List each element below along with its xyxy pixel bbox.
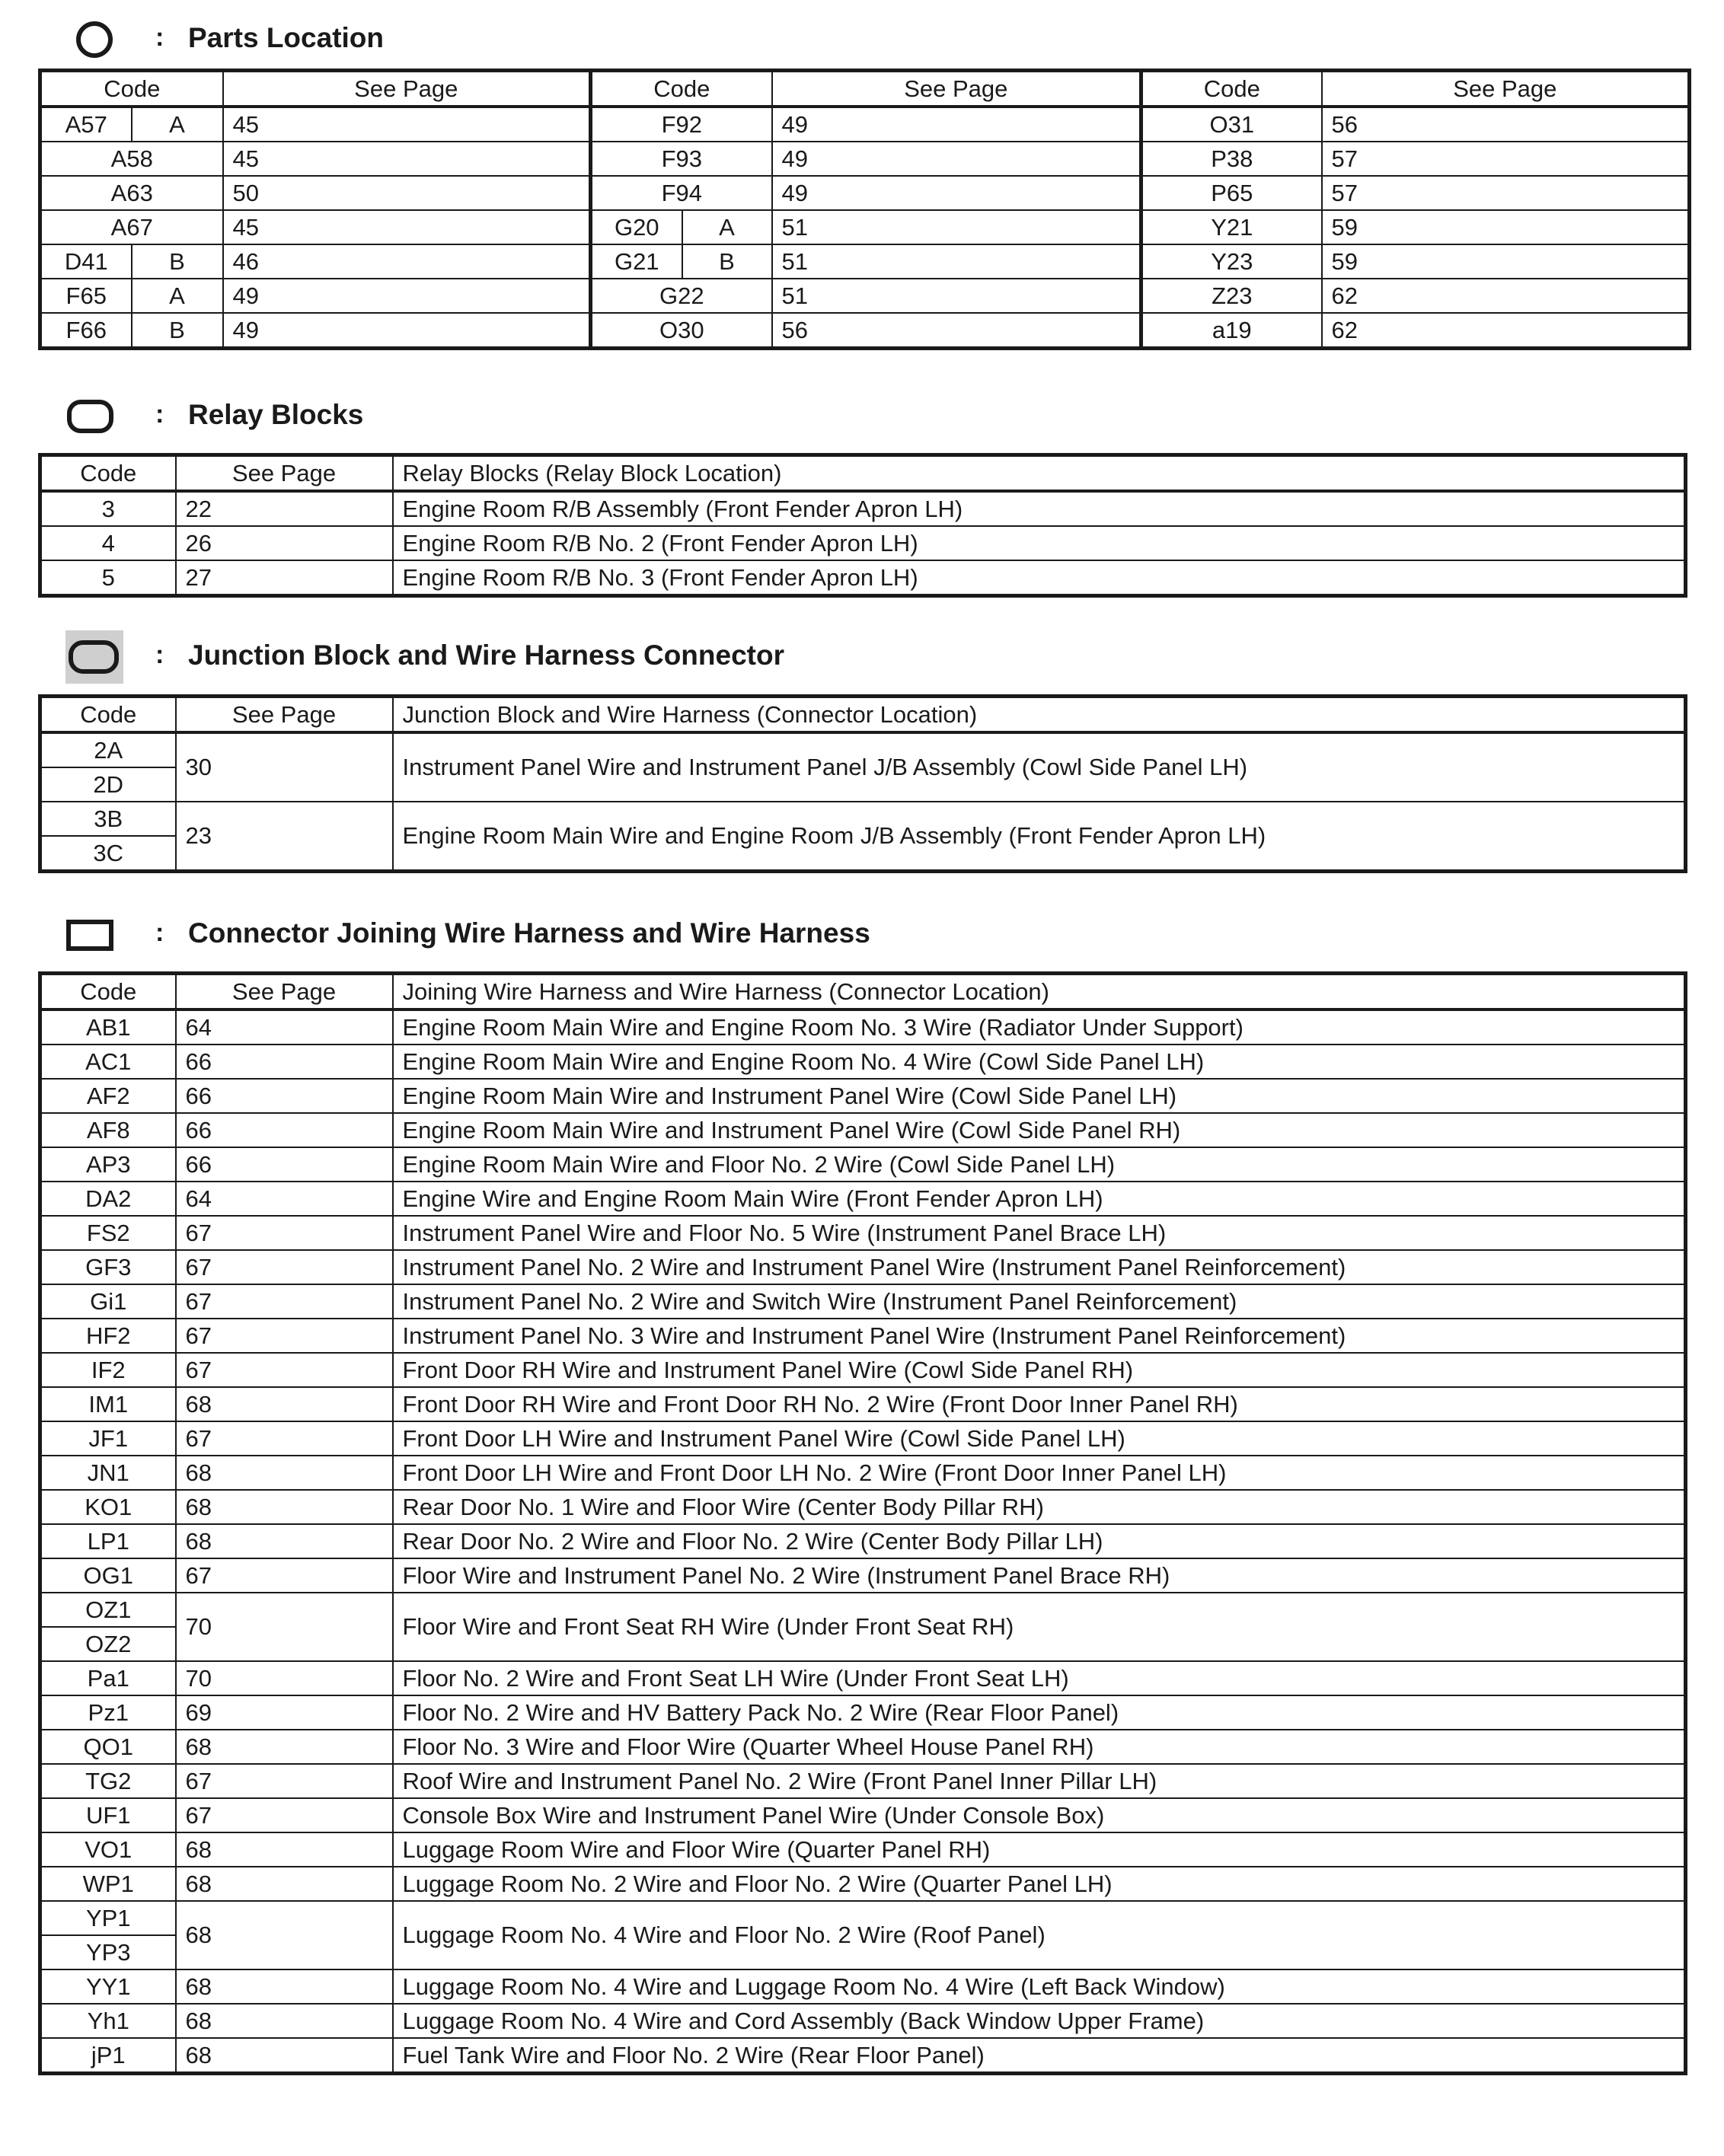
relay-blocks-table	[38, 453, 1687, 598]
part-see-page: 49	[772, 107, 1141, 142]
part-code: Z23	[1141, 279, 1322, 313]
row-description: Floor No. 3 Wire and Floor Wire (Quarter Wheel House Panel RH)	[393, 1730, 1686, 1764]
table-row	[40, 1284, 1686, 1319]
row-see-page: 68	[176, 1969, 393, 2004]
table-row	[40, 244, 1690, 279]
code-header: Code	[40, 455, 176, 492]
table-row	[40, 491, 1686, 526]
table-row	[40, 279, 1690, 313]
row-see-page: 66	[176, 1079, 393, 1113]
see-page-header: See Page	[772, 71, 1141, 107]
part-sub-code: B	[682, 244, 772, 279]
table-row	[40, 1113, 1686, 1147]
part-code: G21	[591, 244, 682, 279]
table-row	[40, 1695, 1686, 1730]
row-description: Luggage Room No. 4 Wire and Floor No. 2 Wire (Roof Panel)	[393, 1901, 1686, 1969]
table-row	[40, 1182, 1686, 1216]
table-row	[40, 732, 1686, 767]
part-see-page: 56	[1322, 107, 1690, 142]
row-code: WP1	[40, 1867, 176, 1901]
part-code: F93	[591, 142, 772, 176]
table-row	[40, 313, 1690, 349]
part-see-page: 56	[772, 313, 1141, 349]
section-title: Relay Blocks	[188, 399, 364, 430]
row-code: YP3	[40, 1935, 176, 1969]
part-code: F65	[40, 279, 132, 313]
part-see-page: 49	[772, 176, 1141, 210]
row-code: FS2	[40, 1216, 176, 1250]
row-description: Front Door RH Wire and Instrument Panel Wire (Cowl Side Panel RH)	[393, 1353, 1686, 1387]
row-see-page: 67	[176, 1319, 393, 1353]
table-row	[40, 210, 1690, 244]
row-description: Engine Room Main Wire and Floor No. 2 Wire (Cowl Side Panel LH)	[393, 1147, 1686, 1182]
part-see-page: 57	[1322, 176, 1690, 210]
row-code: Gi1	[40, 1284, 176, 1319]
table-row	[40, 1558, 1686, 1593]
row-code: GF3	[40, 1250, 176, 1284]
part-code: G20	[591, 210, 682, 244]
row-see-page: 68	[176, 1901, 393, 1969]
part-see-page: 45	[223, 107, 591, 142]
table-row	[40, 1353, 1686, 1387]
row-code: HF2	[40, 1319, 176, 1353]
description-header: Relay Blocks (Relay Block Location)	[393, 455, 1686, 492]
table-row	[40, 560, 1686, 596]
table-row	[40, 1387, 1686, 1421]
row-code: 2A	[40, 732, 176, 767]
section-title: Parts Location	[188, 22, 384, 53]
part-code: a19	[1141, 313, 1322, 349]
table-row	[40, 1969, 1686, 2004]
table-row	[40, 1764, 1686, 1798]
description-header: Junction Block and Wire Harness (Connector Location)	[393, 697, 1686, 733]
see-page-header: See Page	[1322, 71, 1690, 107]
circle-icon	[64, 9, 125, 70]
junction-block-table	[38, 694, 1687, 873]
row-code: IM1	[40, 1387, 176, 1421]
row-code: TG2	[40, 1764, 176, 1798]
table-row	[40, 176, 1690, 210]
row-see-page: 68	[176, 1832, 393, 1867]
row-see-page: 67	[176, 1353, 393, 1387]
section-title: Connector Joining Wire Harness and Wire Harness	[188, 917, 870, 949]
table-header-row	[40, 697, 1686, 733]
part-code: O31	[1141, 107, 1322, 142]
row-description: Console Box Wire and Instrument Panel Wire (Under Console Box)	[393, 1798, 1686, 1832]
row-description: Luggage Room Wire and Floor Wire (Quarter Panel RH)	[393, 1832, 1686, 1867]
parts-location-table	[38, 69, 1691, 350]
part-sub-code: B	[132, 313, 223, 349]
table-row	[40, 1730, 1686, 1764]
row-code: OZ1	[40, 1593, 176, 1627]
part-code: O30	[591, 313, 772, 349]
part-see-page: 59	[1322, 244, 1690, 279]
description-header: Joining Wire Harness and Wire Harness (Connector Location)	[393, 974, 1686, 1010]
row-see-page: 27	[176, 560, 393, 596]
row-see-page: 66	[176, 1045, 393, 1079]
part-code: A67	[40, 210, 223, 244]
row-description: Luggage Room No. 2 Wire and Floor No. 2 Wire (Quarter Panel LH)	[393, 1867, 1686, 1901]
see-page-header: See Page	[176, 974, 393, 1010]
table-row	[40, 1079, 1686, 1113]
row-code: 5	[40, 560, 176, 596]
table-row	[40, 1421, 1686, 1456]
row-see-page: 67	[176, 1284, 393, 1319]
part-see-page: 59	[1322, 210, 1690, 244]
row-see-page: 67	[176, 1764, 393, 1798]
row-code: QO1	[40, 1730, 176, 1764]
row-code: OZ2	[40, 1627, 176, 1661]
part-code: P65	[1141, 176, 1322, 210]
row-see-page: 68	[176, 1524, 393, 1558]
row-see-page: 66	[176, 1147, 393, 1182]
table-header-row	[40, 71, 1690, 107]
table-header-row	[40, 974, 1686, 1010]
row-description: Front Door LH Wire and Instrument Panel Wire (Cowl Side Panel LH)	[393, 1421, 1686, 1456]
row-see-page: 68	[176, 2038, 393, 2074]
row-see-page: 64	[176, 1009, 393, 1045]
part-see-page: 50	[223, 176, 591, 210]
see-page-header: See Page	[176, 455, 393, 492]
section-title: Junction Block and Wire Harness Connector	[188, 639, 784, 671]
row-code: Pa1	[40, 1661, 176, 1695]
row-code: AC1	[40, 1045, 176, 1079]
row-code: 3B	[40, 802, 176, 836]
row-see-page: 67	[176, 1798, 393, 1832]
see-page-header: See Page	[176, 697, 393, 733]
part-see-page: 51	[772, 210, 1141, 244]
table-row	[40, 1661, 1686, 1695]
row-see-page: 68	[176, 1387, 393, 1421]
row-description: Engine Room Main Wire and Instrument Panel Wire (Cowl Side Panel RH)	[393, 1113, 1686, 1147]
part-code: A63	[40, 176, 223, 210]
table-row	[40, 1490, 1686, 1524]
row-code: IF2	[40, 1353, 176, 1387]
row-description: Floor Wire and Front Seat RH Wire (Under Front Seat RH)	[393, 1593, 1686, 1661]
row-code: jP1	[40, 2038, 176, 2074]
table-row	[40, 526, 1686, 560]
part-code: F92	[591, 107, 772, 142]
row-description: Instrument Panel No. 3 Wire and Instrument Panel Wire (Instrument Panel Reinforcement)	[393, 1319, 1686, 1353]
table-row	[40, 1250, 1686, 1284]
row-see-page: 70	[176, 1661, 393, 1695]
row-code: AF2	[40, 1079, 176, 1113]
row-see-page: 68	[176, 1456, 393, 1490]
table-row	[40, 802, 1686, 836]
row-code: Pz1	[40, 1695, 176, 1730]
table-row	[40, 1319, 1686, 1353]
part-see-page: 49	[772, 142, 1141, 176]
part-see-page: 45	[223, 210, 591, 244]
row-description: Engine Room R/B No. 3 (Front Fender Apron LH)	[393, 560, 1686, 596]
heading-colon: :	[155, 918, 164, 947]
row-see-page: 68	[176, 1490, 393, 1524]
code-header: Code	[40, 71, 223, 107]
row-code: 3C	[40, 836, 176, 872]
table-row	[40, 107, 1690, 142]
see-page-header: See Page	[223, 71, 591, 107]
code-header: Code	[1141, 71, 1322, 107]
row-code: YP1	[40, 1901, 176, 1935]
row-see-page: 68	[176, 1867, 393, 1901]
row-code: AP3	[40, 1147, 176, 1182]
part-see-page: 49	[223, 313, 591, 349]
row-code: AF8	[40, 1113, 176, 1147]
heading-colon: :	[155, 640, 164, 669]
part-sub-code: A	[682, 210, 772, 244]
row-description: Instrument Panel No. 2 Wire and Switch Wire (Instrument Panel Reinforcement)	[393, 1284, 1686, 1319]
parts-location-heading	[64, 9, 384, 70]
part-code: F94	[591, 176, 772, 210]
row-description: Engine Room Main Wire and Engine Room J/B Assembly (Front Fender Apron LH)	[393, 802, 1686, 872]
row-code: JF1	[40, 1421, 176, 1456]
part-code: A57	[40, 107, 132, 142]
connector-heading	[64, 904, 870, 965]
row-see-page: 26	[176, 526, 393, 560]
table-header-row	[40, 455, 1686, 492]
table-row	[40, 1798, 1686, 1832]
row-see-page: 68	[176, 2004, 393, 2038]
row-code: UF1	[40, 1798, 176, 1832]
row-code: VO1	[40, 1832, 176, 1867]
table-row	[40, 1216, 1686, 1250]
row-code: JN1	[40, 1456, 176, 1490]
table-row	[40, 1045, 1686, 1079]
row-see-page: 23	[176, 802, 393, 872]
row-code: KO1	[40, 1490, 176, 1524]
part-see-page: 49	[223, 279, 591, 313]
table-row	[40, 1524, 1686, 1558]
row-description: Rear Door No. 1 Wire and Floor Wire (Center Body Pillar RH)	[393, 1490, 1686, 1524]
row-code: 4	[40, 526, 176, 560]
part-code: Y21	[1141, 210, 1322, 244]
heading-colon: :	[155, 23, 164, 52]
part-sub-code: A	[132, 107, 223, 142]
row-description: Floor No. 2 Wire and Front Seat LH Wire (Under Front Seat LH)	[393, 1661, 1686, 1695]
row-description: Engine Room Main Wire and Instrument Panel Wire (Cowl Side Panel LH)	[393, 1079, 1686, 1113]
table-row	[40, 2004, 1686, 2038]
table-row	[40, 1147, 1686, 1182]
row-code: 3	[40, 491, 176, 526]
code-header: Code	[591, 71, 772, 107]
row-see-page: 67	[176, 1558, 393, 1593]
part-code: P38	[1141, 142, 1322, 176]
row-see-page: 67	[176, 1216, 393, 1250]
row-see-page: 67	[176, 1250, 393, 1284]
row-see-page: 64	[176, 1182, 393, 1216]
table-row	[40, 1009, 1686, 1045]
part-code: Y23	[1141, 244, 1322, 279]
row-code: DA2	[40, 1182, 176, 1216]
row-code: Yh1	[40, 2004, 176, 2038]
row-description: Front Door RH Wire and Front Door RH No. 2 Wire (Front Door Inner Panel RH)	[393, 1387, 1686, 1421]
row-code: OG1	[40, 1558, 176, 1593]
row-see-page: 30	[176, 732, 393, 802]
relay-blocks-heading	[64, 386, 364, 447]
part-see-page: 45	[223, 142, 591, 176]
part-see-page: 62	[1322, 313, 1690, 349]
junction-block-heading	[64, 627, 784, 687]
row-code: AB1	[40, 1009, 176, 1045]
part-see-page: 62	[1322, 279, 1690, 313]
row-see-page: 69	[176, 1695, 393, 1730]
row-description: Floor Wire and Instrument Panel No. 2 Wire (Instrument Panel Brace RH)	[393, 1558, 1686, 1593]
row-see-page: 68	[176, 1730, 393, 1764]
row-description: Instrument Panel Wire and Instrument Panel J/B Assembly (Cowl Side Panel LH)	[393, 732, 1686, 802]
row-description: Engine Room Main Wire and Engine Room No. 4 Wire (Cowl Side Panel LH)	[393, 1045, 1686, 1079]
row-code: YY1	[40, 1969, 176, 2004]
row-see-page: 70	[176, 1593, 393, 1661]
table-row	[40, 1593, 1686, 1627]
heading-colon: :	[155, 400, 164, 429]
row-description: Fuel Tank Wire and Floor No. 2 Wire (Rear Floor Panel)	[393, 2038, 1686, 2074]
row-description: Luggage Room No. 4 Wire and Luggage Room No. 4 Wire (Left Back Window)	[393, 1969, 1686, 2004]
part-sub-code: B	[132, 244, 223, 279]
connector-table	[38, 971, 1687, 2075]
rounded-rectangle-icon	[64, 386, 125, 447]
row-see-page: 22	[176, 491, 393, 526]
row-description: Rear Door No. 2 Wire and Floor No. 2 Wire (Center Body Pillar LH)	[393, 1524, 1686, 1558]
row-see-page: 67	[176, 1421, 393, 1456]
part-code: G22	[591, 279, 772, 313]
table-row	[40, 1832, 1686, 1867]
table-row	[40, 2038, 1686, 2074]
part-sub-code: A	[132, 279, 223, 313]
part-see-page: 51	[772, 244, 1141, 279]
part-see-page: 57	[1322, 142, 1690, 176]
row-description: Engine Room R/B No. 2 (Front Fender Apron LH)	[393, 526, 1686, 560]
rectangle-icon	[64, 904, 125, 965]
row-description: Engine Wire and Engine Room Main Wire (Front Fender Apron LH)	[393, 1182, 1686, 1216]
row-description: Front Door LH Wire and Front Door LH No. 2 Wire (Front Door Inner Panel LH)	[393, 1456, 1686, 1490]
row-description: Floor No. 2 Wire and HV Battery Pack No. 2 Wire (Rear Floor Panel)	[393, 1695, 1686, 1730]
part-code: A58	[40, 142, 223, 176]
table-row	[40, 1456, 1686, 1490]
table-row	[40, 1901, 1686, 1935]
shaded-rounded-rectangle-icon	[64, 627, 125, 687]
part-code: D41	[40, 244, 132, 279]
row-description: Instrument Panel No. 2 Wire and Instrument Panel Wire (Instrument Panel Reinforcement)	[393, 1250, 1686, 1284]
row-see-page: 66	[176, 1113, 393, 1147]
table-row	[40, 1867, 1686, 1901]
code-header: Code	[40, 974, 176, 1010]
part-see-page: 51	[772, 279, 1141, 313]
table-row	[40, 142, 1690, 176]
row-description: Luggage Room No. 4 Wire and Cord Assembly (Back Window Upper Frame)	[393, 2004, 1686, 2038]
row-description: Instrument Panel Wire and Floor No. 5 Wire (Instrument Panel Brace LH)	[393, 1216, 1686, 1250]
row-description: Roof Wire and Instrument Panel No. 2 Wire (Front Panel Inner Pillar LH)	[393, 1764, 1686, 1798]
row-code: 2D	[40, 767, 176, 802]
row-code: LP1	[40, 1524, 176, 1558]
part-code: F66	[40, 313, 132, 349]
row-description: Engine Room Main Wire and Engine Room No. 3 Wire (Radiator Under Support)	[393, 1009, 1686, 1045]
code-header: Code	[40, 697, 176, 733]
row-description: Engine Room R/B Assembly (Front Fender Apron LH)	[393, 491, 1686, 526]
part-see-page: 46	[223, 244, 591, 279]
